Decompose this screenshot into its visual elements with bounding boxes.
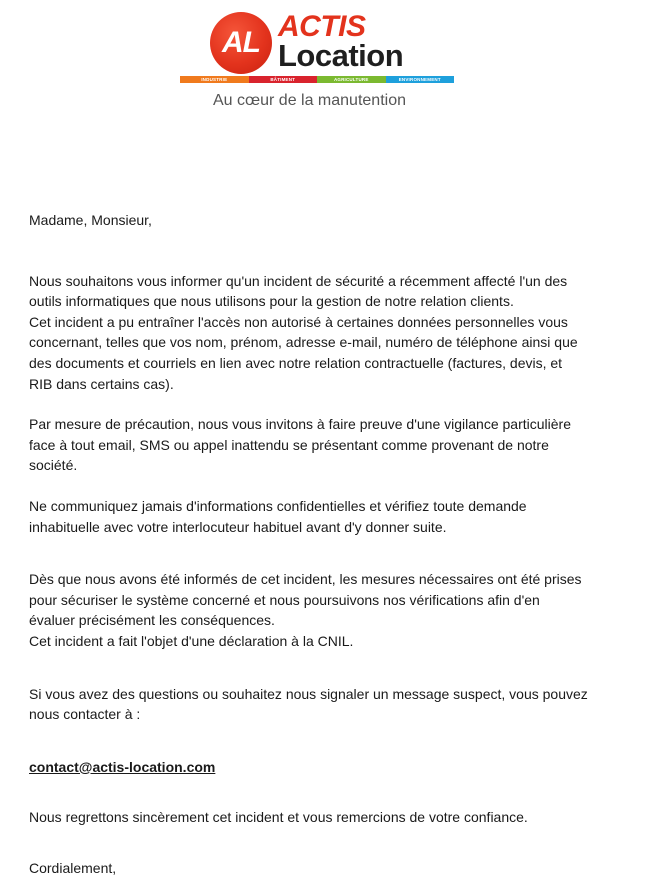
sector-batiment: BÂTIMENT	[249, 76, 318, 83]
text-line: Dès que nous avons été informés de cet incident, les mesures nécessaires ont été prises	[29, 571, 582, 588]
logo-name-location: Location	[278, 38, 404, 73]
text-line: évaluer précisément les conséquences.	[29, 612, 275, 629]
text-line: Cet incident a pu entraîner l'accès non autorisé à certaines données personnelles vous	[29, 313, 568, 330]
paragraph-apology: Nous regrettons sincèrement cet incident et vous remercions de votre confiance.	[29, 809, 528, 826]
text-line: face à tout email, SMS ou appel inattendu se présentant comme provenant de notre	[29, 436, 549, 453]
text-line: Cet incident a fait l'objet d'une déclaration à la CNIL.	[29, 632, 354, 649]
sector-agriculture: AGRICULTURE	[317, 76, 386, 83]
company-logo	[180, 8, 460, 118]
text-line: outils informatiques que nous utilisons pour la gestion de notre relation clients.	[29, 293, 514, 310]
logo-name-actis: ACTIS	[278, 10, 366, 43]
paragraph-contact	[29, 684, 639, 725]
text-line: Nous souhaitons vous informer qu'un incident de sécurité a récemment affecté l'un des	[29, 272, 568, 289]
paragraph-warning	[29, 496, 639, 537]
paragraph-precaution	[29, 414, 639, 476]
sector-environnement: ENVIRONNEMENT	[386, 76, 455, 83]
logo-sector-bar	[180, 76, 454, 83]
text-line: Par mesure de précaution, nous vous invitons à faire preuve d'une vigilance particulière	[29, 416, 571, 433]
text-line: inhabituelle avec votre interlocuteur habituel avant d'y donner suite.	[29, 518, 447, 535]
text-line: pour sécuriser le système concerné et nous poursuivons nos vérifications afin d'en	[29, 591, 540, 608]
closing: Cordialement,	[29, 859, 117, 876]
text-line: des documents et courriels en lien avec notre relation contractuelle (factures, devis, et	[29, 354, 563, 371]
greeting: Madame, Monsieur,	[29, 212, 152, 228]
text-line: RIB dans certains cas).	[29, 375, 174, 392]
sector-industrie: INDUSTRIE	[180, 76, 249, 83]
text-line: nous contacter à :	[29, 706, 141, 723]
logo-tagline: Au cœur de la manutention	[213, 92, 406, 109]
paragraph-measures	[29, 569, 639, 651]
text-line: société.	[29, 457, 78, 474]
contact-email-link[interactable]: contact@actis-location.com	[29, 758, 216, 775]
text-line: Ne communiquez jamais d'informations confidentielles et vérifiez toute demande	[29, 497, 527, 514]
contact-email-line	[29, 757, 639, 778]
text-line: concernant, telles que vos nom, prénom, adresse e-mail, numéro de téléphone ainsi que	[29, 334, 578, 351]
letter-body	[29, 210, 639, 878]
paragraph-incident	[29, 271, 639, 395]
text-line: Si vous avez des questions ou souhaitez nous signaler un message suspect, vous pouvez	[29, 685, 588, 702]
logo-mark	[210, 12, 272, 74]
logo-mark-letters: AL	[222, 26, 260, 59]
